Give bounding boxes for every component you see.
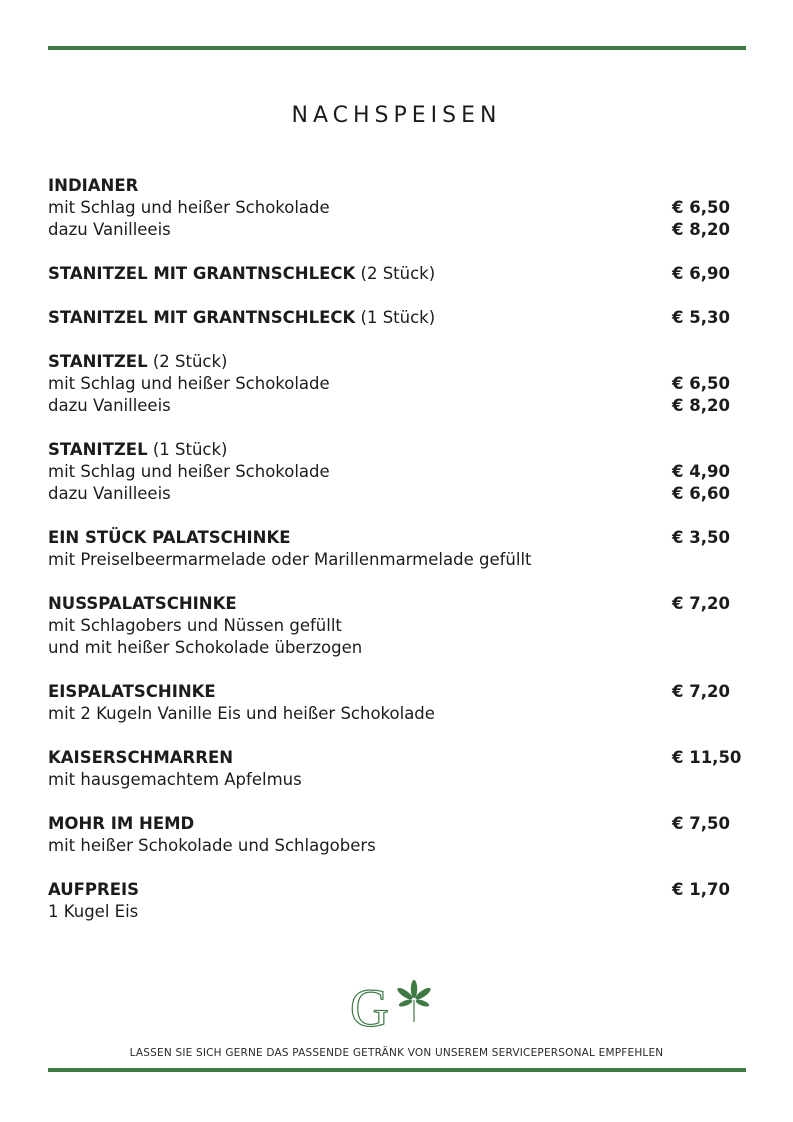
description-text: mit Preiselbeermarmelade oder Marillenmarmelade gefüllt bbox=[48, 550, 532, 569]
menu-item-name: AUFPREIS bbox=[48, 880, 140, 899]
menu-item bbox=[48, 527, 748, 571]
menu-item bbox=[48, 879, 748, 923]
description-price: € 8,20 bbox=[672, 220, 730, 239]
description-text: mit Schlagobers und Nüssen gefüllt bbox=[48, 616, 342, 635]
description-text: mit hausgemachtem Apfelmus bbox=[48, 770, 302, 789]
description-text: dazu Vanilleeis bbox=[48, 484, 171, 503]
menu-item-description bbox=[48, 395, 748, 417]
menu-item-name: EIN STÜCK PALATSCHINKE bbox=[48, 528, 291, 547]
menu-item bbox=[48, 351, 748, 417]
chestnut-leaf-icon bbox=[396, 980, 432, 1022]
menu-item-header bbox=[48, 175, 748, 197]
menu-item-description bbox=[48, 483, 748, 505]
menu-item-header bbox=[48, 439, 748, 461]
menu-item-price: € 7,20 bbox=[672, 682, 730, 701]
menu-item-price: € 5,30 bbox=[672, 308, 730, 327]
description-text: mit 2 Kugeln Vanille Eis und heißer Schokolade bbox=[48, 704, 435, 723]
menu-item bbox=[48, 813, 748, 857]
menu-item-price: € 7,50 bbox=[672, 814, 730, 833]
menu-item bbox=[48, 439, 748, 505]
menu-item-name: STANITZEL bbox=[48, 440, 148, 459]
menu-item bbox=[48, 681, 748, 725]
menu-item-header bbox=[48, 747, 748, 769]
menu-item-name: NUSSPALATSCHINKE bbox=[48, 594, 237, 613]
description-text: mit heißer Schokolade und Schlagobers bbox=[48, 836, 376, 855]
description-text: mit Schlag und heißer Schokolade bbox=[48, 374, 330, 393]
menu-item-header bbox=[48, 813, 748, 835]
menu-item-header bbox=[48, 351, 748, 373]
menu-item-description bbox=[48, 901, 748, 923]
description-text: 1 Kugel Eis bbox=[48, 902, 139, 921]
menu-item-name: EISPALATSCHINKE bbox=[48, 682, 216, 701]
footer-note: LASSEN SIE SICH GERNE DAS PASSENDE GETRÄNK VON UNSEREM SERVICEPERSONAL EMPFEHLEN bbox=[129, 1047, 664, 1059]
menu-item-header bbox=[48, 681, 748, 703]
menu-item-quantity: (2 Stück) bbox=[355, 264, 436, 283]
menu-item-name: MOHR IM HEMD bbox=[48, 814, 195, 833]
description-price: € 6,50 bbox=[672, 198, 730, 217]
menu-item-header bbox=[48, 593, 748, 615]
menu-item-quantity: (2 Stück) bbox=[147, 352, 228, 371]
menu-item-description bbox=[48, 835, 748, 857]
description-text: und mit heißer Schokolade überzogen bbox=[48, 638, 363, 657]
menu-item bbox=[48, 593, 748, 659]
description-price: € 6,60 bbox=[672, 484, 730, 503]
menu-item-description bbox=[48, 373, 748, 395]
menu-item-description bbox=[48, 549, 748, 571]
menu-item-description bbox=[48, 703, 748, 725]
menu-item bbox=[48, 263, 748, 285]
description-text: mit Schlag und heißer Schokolade bbox=[48, 462, 330, 481]
dessert-menu bbox=[48, 175, 748, 945]
menu-item-description bbox=[48, 197, 748, 219]
page-title: NACHSPEISEN bbox=[291, 102, 502, 128]
menu-item-name: STANITZEL MIT GRANTNSCHLECK bbox=[48, 264, 356, 283]
menu-item-name: INDIANER bbox=[48, 176, 139, 195]
description-price: € 6,50 bbox=[672, 374, 730, 393]
menu-item-price: € 7,20 bbox=[672, 594, 730, 613]
menu-item-header bbox=[48, 527, 748, 549]
menu-item-price: € 11,50 bbox=[672, 748, 742, 767]
menu-item-header bbox=[48, 879, 748, 901]
menu-item-name: STANITZEL bbox=[48, 352, 148, 371]
description-price: € 4,90 bbox=[672, 462, 730, 481]
menu-item-quantity: (1 Stück) bbox=[147, 440, 228, 459]
description-text: mit Schlag und heißer Schokolade bbox=[48, 198, 330, 217]
menu-item bbox=[48, 307, 748, 329]
menu-item-price: € 1,70 bbox=[672, 880, 730, 899]
menu-item-name: KAISERSCHMARREN bbox=[48, 748, 234, 767]
top-divider bbox=[48, 46, 746, 50]
menu-item-header bbox=[48, 263, 748, 285]
restaurant-logo bbox=[348, 978, 438, 1034]
menu-item-name: STANITZEL MIT GRANTNSCHLECK bbox=[48, 308, 356, 327]
menu-item-description bbox=[48, 615, 748, 637]
menu-item-price: € 6,90 bbox=[672, 264, 730, 283]
menu-item-description bbox=[48, 219, 748, 241]
menu-item-quantity: (1 Stück) bbox=[355, 308, 436, 327]
menu-item-description bbox=[48, 461, 748, 483]
description-text: dazu Vanilleeis bbox=[48, 396, 171, 415]
menu-item-description bbox=[48, 769, 748, 791]
menu-item bbox=[48, 747, 748, 791]
menu-item bbox=[48, 175, 748, 241]
menu-item-description bbox=[48, 637, 748, 659]
menu-item-header bbox=[48, 307, 748, 329]
menu-item-price: € 3,50 bbox=[672, 528, 730, 547]
logo-letter: G bbox=[350, 978, 389, 1034]
description-text: dazu Vanilleeis bbox=[48, 220, 171, 239]
bottom-divider bbox=[48, 1068, 746, 1072]
description-price: € 8,20 bbox=[672, 396, 730, 415]
